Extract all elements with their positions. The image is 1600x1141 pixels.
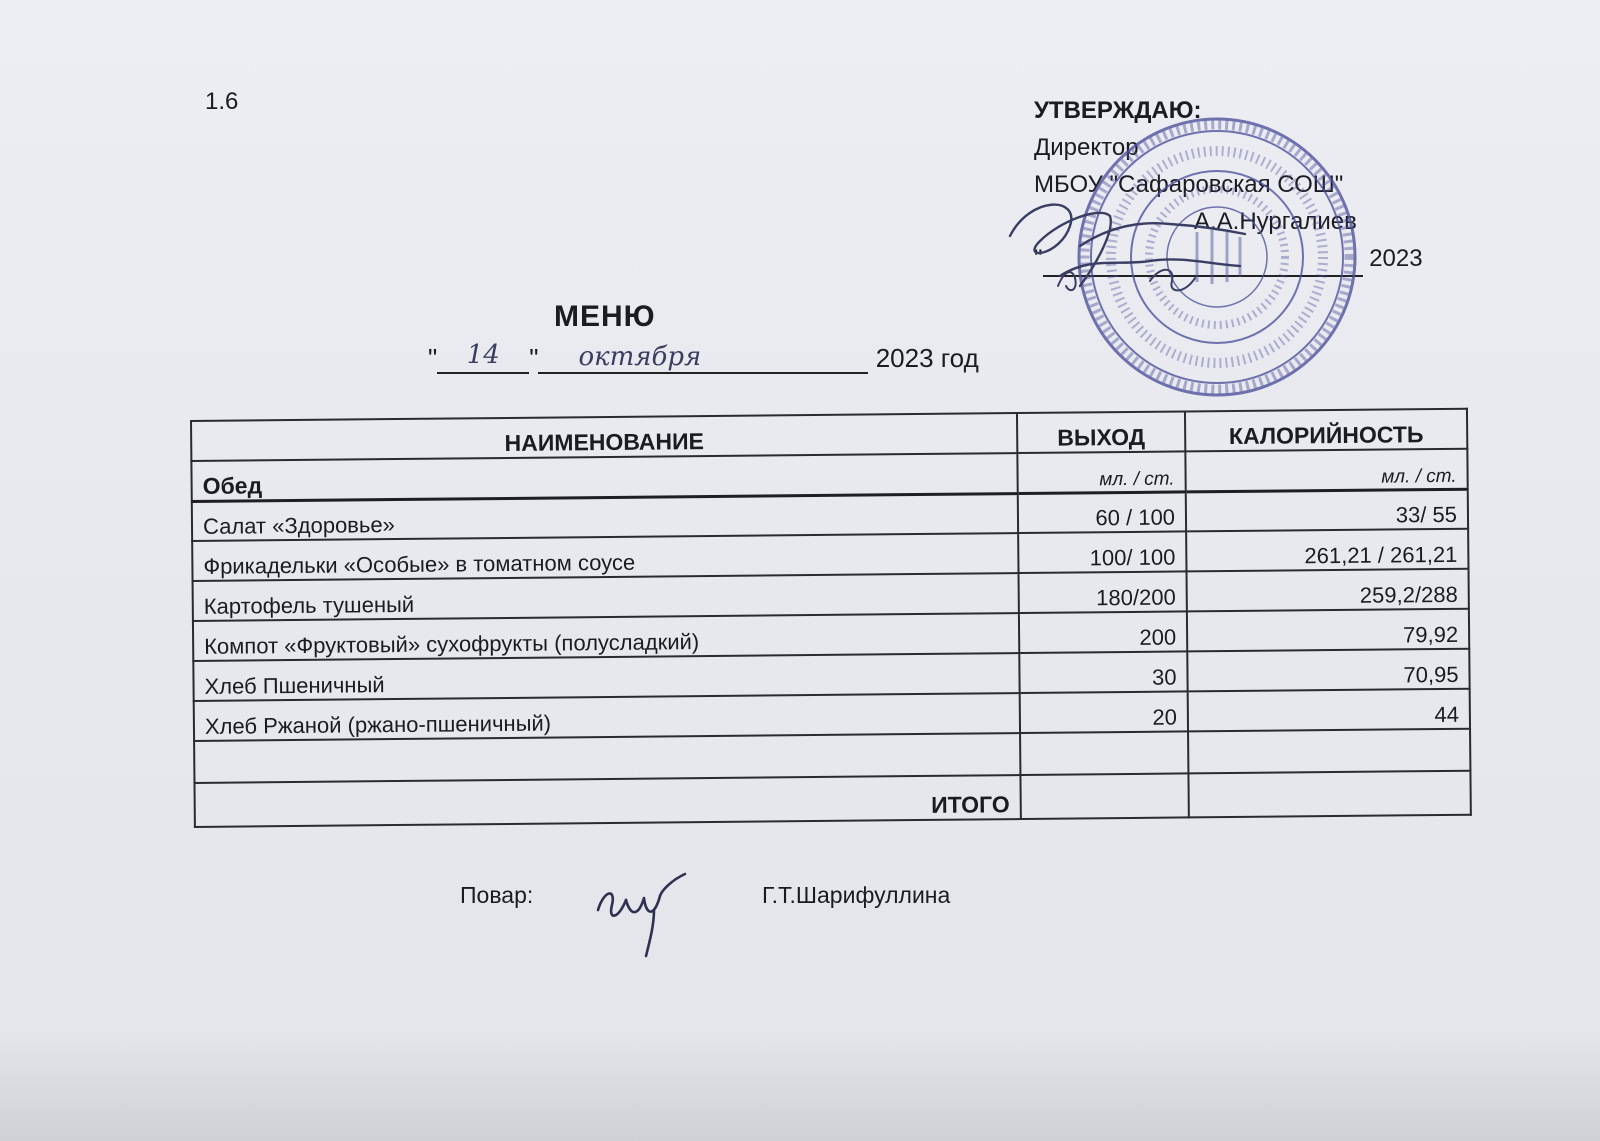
director-signature (1000, 186, 1250, 306)
dish-calories: 79,92 (1187, 609, 1469, 652)
blank-cell (1188, 729, 1470, 774)
dish-calories: 33/ 55 (1186, 489, 1468, 532)
cook-name: Г.Т.Шарифуллина (762, 882, 951, 908)
total-label: ИТОГО (194, 775, 1020, 827)
dish-output: 60 / 100 (1018, 491, 1186, 533)
dish-calories: 44 (1188, 689, 1470, 732)
dish-name: Компот «Фруктовый» сухофрукты (полусладкий) (193, 613, 1019, 661)
total-calories (1188, 771, 1470, 818)
menu-date-quote-open: " (428, 343, 438, 373)
director-name: А.А.Нургалиев (1194, 208, 1357, 235)
menu-date-month: октября (538, 342, 868, 374)
menu-heading: МЕНЮ (554, 300, 656, 333)
menu-date-year: 2023 год (875, 343, 979, 373)
header-calories: КАЛОРИЙНОСТЬ (1185, 409, 1467, 452)
blank-cell (1020, 731, 1188, 775)
header-output: ВЫХОД (1017, 411, 1185, 453)
dish-name: Хлеб Пшеничный (193, 653, 1019, 701)
paper-shadow (0, 1031, 1600, 1141)
dish-calories: 259,2/288 (1186, 569, 1468, 612)
approval-date-quote-open: " (1034, 245, 1043, 272)
dish-calories: 70,95 (1187, 649, 1469, 692)
menu-table (190, 408, 1472, 828)
approval-title: УТВЕРЖДАЮ: (1034, 97, 1202, 124)
total-output (1020, 773, 1188, 819)
dish-output: 200 (1019, 611, 1187, 653)
menu-date (428, 340, 979, 374)
dish-output: 100/ 100 (1018, 531, 1186, 573)
menu-date-quote-close: " (529, 343, 539, 373)
dish-output: 20 (1020, 691, 1188, 733)
dish-name: Салат «Здоровье» (192, 493, 1018, 541)
approval-organization: МБОУ "Сафаровская СОШ" (1034, 171, 1344, 198)
cook-signature (590, 860, 690, 960)
dish-name: Хлеб Ржаной (ржано-пшеничный) (194, 693, 1020, 741)
dish-calories: 261,21 / 261,21 (1186, 529, 1468, 572)
menu-date-day: 14 (437, 340, 529, 374)
cook-line (460, 882, 951, 909)
section-calories-unit: мл. / ст. (1185, 449, 1467, 492)
dish-output: 180/200 (1019, 571, 1187, 613)
dish-name: Фрикадельки «Особые» в томатном соусе (192, 533, 1018, 581)
header-name: НАИМЕНОВАНИЕ (191, 413, 1017, 461)
cook-label: Повар: (460, 882, 534, 908)
dish-output: 30 (1019, 651, 1187, 693)
section-output-unit: мл. / ст. (1017, 451, 1185, 493)
section-label: Обед (191, 453, 1017, 501)
approval-position: Директор (1034, 134, 1139, 161)
approval-date-year: 2023 (1369, 245, 1423, 272)
page-number: 1.6 (205, 88, 239, 115)
dish-name: Картофель тушеный (193, 573, 1019, 621)
